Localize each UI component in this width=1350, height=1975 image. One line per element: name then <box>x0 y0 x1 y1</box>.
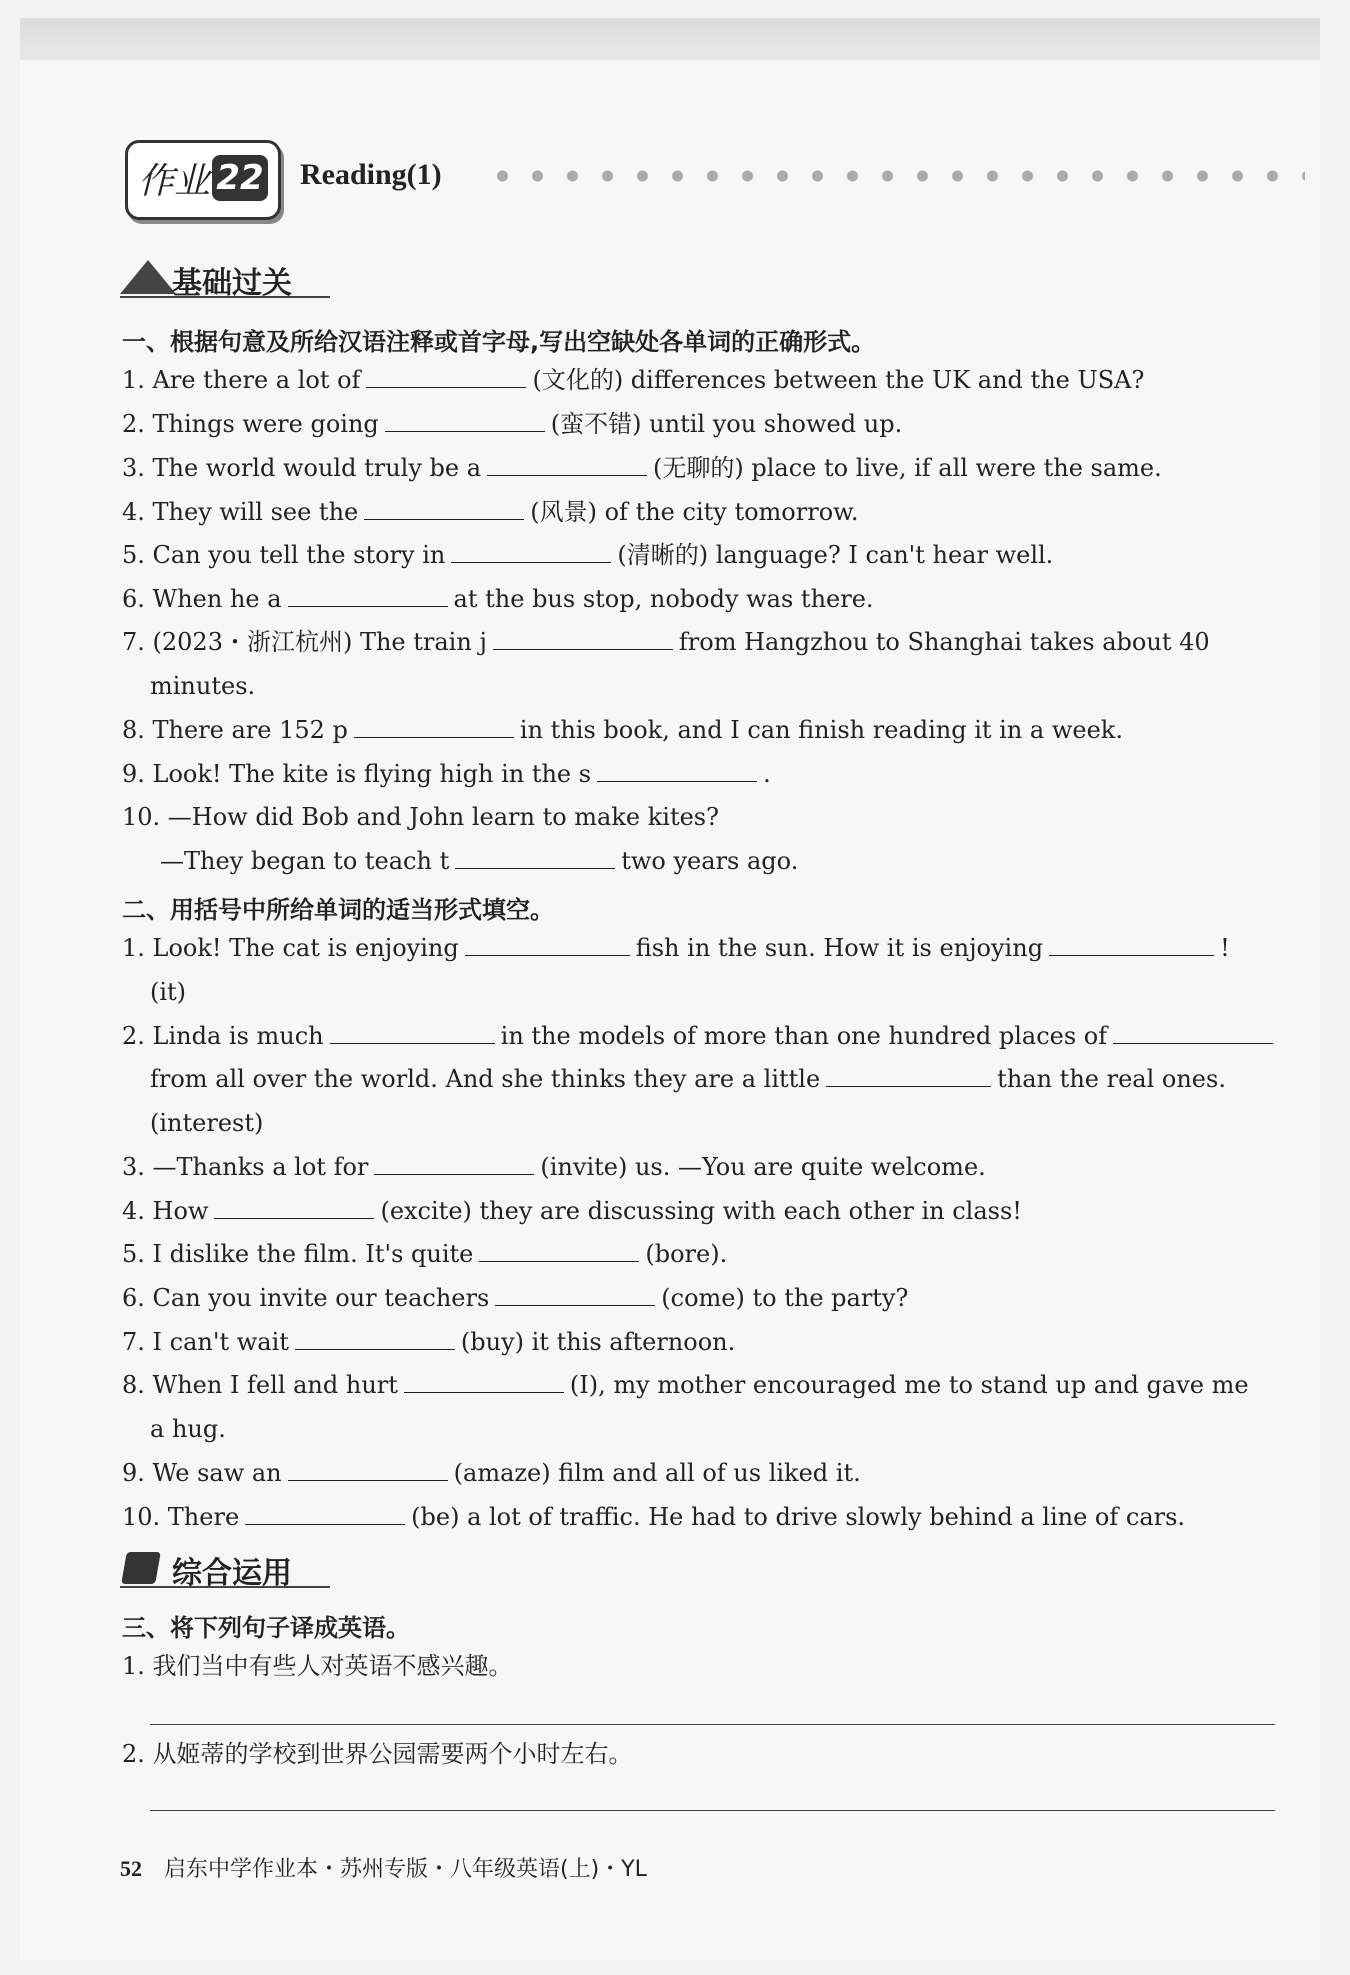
answer-blank[interactable] <box>597 759 757 782</box>
list-item: 10. —How did Bob and John learn to make kites? <box>122 803 719 831</box>
triangle-icon <box>120 260 176 294</box>
answer-blank[interactable] <box>493 627 673 650</box>
list-item: (it) <box>150 978 187 1006</box>
list-item: 3. The world would truly be a (无聊的) place to live, if all were the same. <box>122 454 1162 482</box>
answer-blank[interactable] <box>487 453 647 476</box>
list-item: from all over the world. And she thinks they are a little than the real ones. <box>150 1065 1226 1093</box>
list-item: 2. Things were going (蛮不错) until you showed up. <box>122 410 903 438</box>
list-item: 7. I can't wait (buy) it this afternoon. <box>122 1328 736 1356</box>
list-item: 5. Can you tell the story in (清晰的) language? I can't hear well. <box>122 541 1054 569</box>
homework-badge <box>125 140 281 220</box>
list-item: 10. There (be) a lot of traffic. He had to drive slowly behind a line of cars. <box>122 1503 1186 1531</box>
answer-blank[interactable] <box>495 1283 655 1306</box>
part2-heading: 二、用括号中所给单词的适当形式填空。 <box>122 896 554 924</box>
lesson-title: Reading(1) <box>300 158 442 191</box>
badge-label: 作业 <box>138 161 211 202</box>
badge-number: 22 <box>212 155 268 201</box>
list-item: minutes. <box>150 672 256 700</box>
section-basic <box>120 258 340 301</box>
list-item: 4. How (excite) they are discussing with each other in class! <box>122 1197 1022 1225</box>
part1-heading: 一、根据句意及所给汉语注释或首字母,写出空缺处各单词的正确形式。 <box>122 328 876 356</box>
list-item: 2. 从姬蒂的学校到世界公园需要两个小时左右。 <box>122 1740 633 1768</box>
answer-blank[interactable] <box>455 846 615 869</box>
answer-blank[interactable] <box>366 365 526 388</box>
answer-blank[interactable] <box>385 409 545 432</box>
answer-blank[interactable] <box>1113 1021 1273 1044</box>
answer-blank[interactable] <box>374 1152 534 1175</box>
list-item: 1. Look! The cat is enjoying fish in the sun. How it is enjoying ! <box>122 934 1230 962</box>
book-icon <box>121 1552 161 1584</box>
list-item: 5. I dislike the film. It's quite (bore). <box>122 1240 728 1268</box>
list-item: 1. Are there a lot of (文化的) differences between the UK and the USA? <box>122 366 1145 394</box>
answer-blank[interactable] <box>451 540 611 563</box>
answer-blank[interactable] <box>288 584 448 607</box>
answer-blank[interactable] <box>330 1021 495 1044</box>
list-item: 2. Linda is much in the models of more than one hundred places of <box>122 1021 1279 1051</box>
answer-line[interactable] <box>150 1810 1275 1811</box>
list-item: 8. There are 152 p in this book, and I can finish reading it in a week. <box>122 716 1123 744</box>
list-item: —They began to teach t two years ago. <box>160 847 799 875</box>
list-item: a hug. <box>150 1415 226 1443</box>
answer-blank[interactable] <box>288 1458 448 1481</box>
page-number: 52 <box>120 1856 142 1881</box>
section-title: 基础过关 <box>172 266 292 301</box>
answer-blank[interactable] <box>1049 933 1214 956</box>
list-item: 4. They will see the (风景) of the city tomorrow. <box>122 498 859 526</box>
list-item: 7. (2023・浙江杭州) The train j from Hangzhou to Shanghai takes about 40 <box>122 628 1210 656</box>
answer-blank[interactable] <box>404 1370 564 1393</box>
dotted-rule <box>485 170 1305 182</box>
page-footer <box>120 1852 647 1883</box>
list-item: 9. Look! The kite is flying high in the s . <box>122 760 771 788</box>
answer-blank[interactable] <box>295 1327 455 1350</box>
list-item: (interest) <box>150 1109 264 1137</box>
answer-blank[interactable] <box>245 1502 405 1525</box>
list-item: 3. —Thanks a lot for (invite) us. —You are quite welcome. <box>122 1153 986 1181</box>
list-item: 1. 我们当中有些人对英语不感兴趣。 <box>122 1652 513 1680</box>
answer-blank[interactable] <box>214 1196 374 1219</box>
footer-text: 启东中学作业本・苏州专版・八年级英语(上)・YL <box>164 1857 647 1882</box>
answer-blank[interactable] <box>364 497 524 520</box>
answer-blank[interactable] <box>465 933 630 956</box>
answer-line[interactable] <box>150 1724 1275 1725</box>
answer-blank[interactable] <box>479 1239 639 1262</box>
part3-heading: 三、将下列句子译成英语。 <box>122 1614 410 1642</box>
list-item: 6. Can you invite our teachers (come) to the party? <box>122 1284 909 1312</box>
scan-top-bar <box>20 18 1320 60</box>
list-item: 6. When he a at the bus stop, nobody was there. <box>122 585 874 613</box>
section-title: 综合运用 <box>172 1556 292 1591</box>
answer-blank[interactable] <box>826 1064 991 1087</box>
list-item: 9. We saw an (amaze) film and all of us liked it. <box>122 1459 861 1487</box>
section-comprehensive <box>120 1548 340 1591</box>
list-item: 8. When I fell and hurt (I), my mother encouraged me to stand up and gave me <box>122 1371 1249 1399</box>
answer-blank[interactable] <box>354 715 514 738</box>
